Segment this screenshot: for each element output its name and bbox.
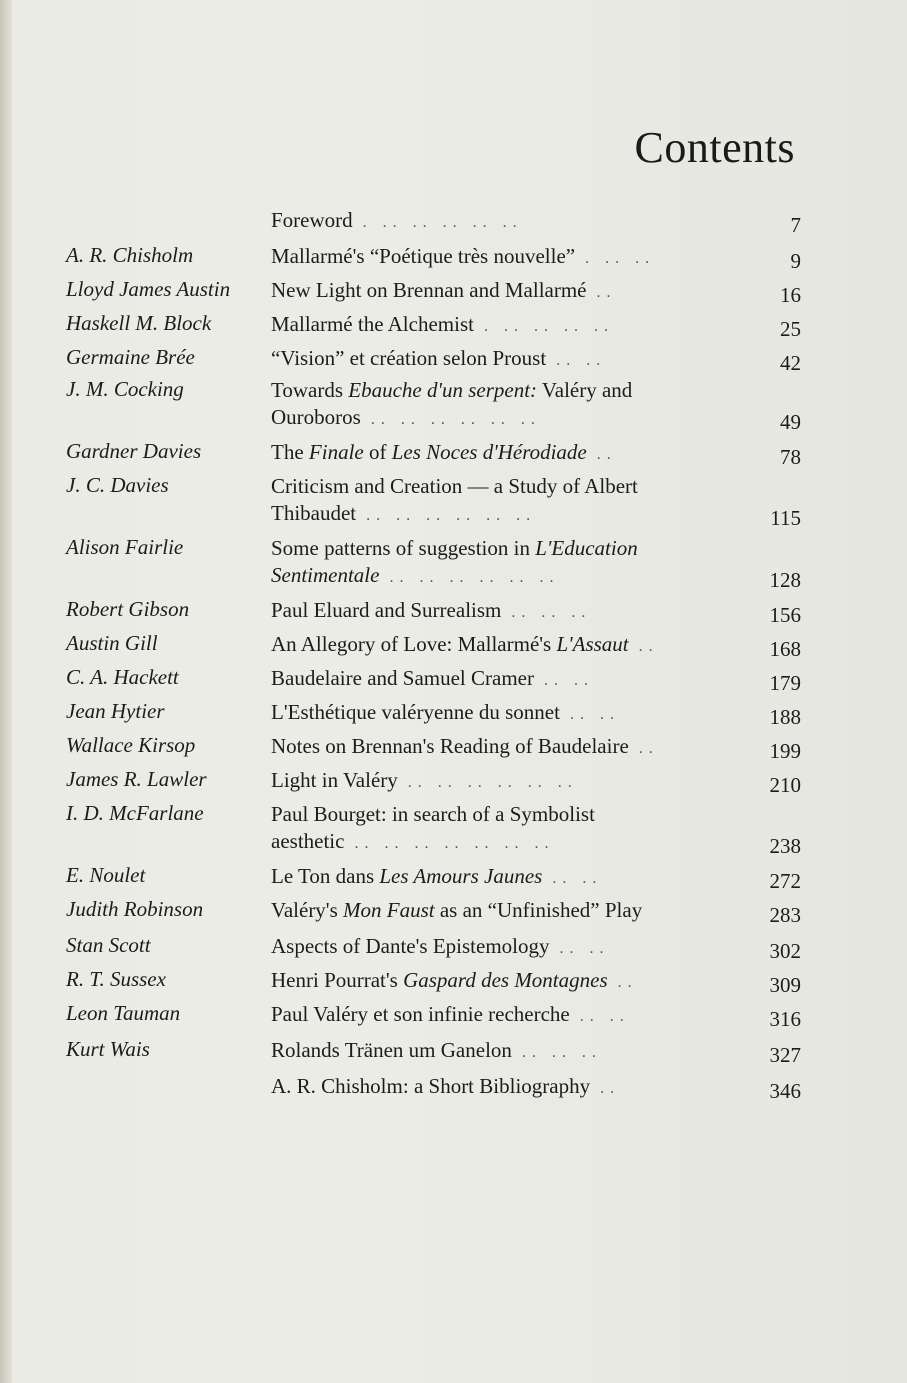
toc-author: I. D. McFarlane [66, 801, 204, 825]
leader-dots: .. .. .. .. .. .. [397, 774, 578, 791]
toc-title [271, 967, 734, 996]
toc-title [271, 631, 734, 660]
toc-title-text: Foreword [271, 208, 353, 232]
leader-dots: .. .. .. .. .. .. [379, 569, 560, 586]
leader-dots: .. .. .. .. .. .. [360, 411, 541, 428]
leader-dots: .. .. .. .. .. .. [356, 507, 537, 524]
toc-title-text: Aspects of Dante's Epistemology [271, 934, 550, 958]
toc-title-text: Mallarmé the Alchemist [271, 312, 474, 336]
toc-title-line [271, 562, 734, 591]
toc-title [271, 801, 734, 857]
toc-title-line [271, 967, 734, 996]
toc-title [271, 473, 734, 529]
toc-title-line [271, 404, 734, 433]
toc-title-text: Baudelaire and Samuel Cramer [271, 666, 534, 690]
toc-title-line [271, 828, 734, 857]
toc-title-text: Light in Valéry [271, 768, 398, 792]
leader-dots: .. [590, 1080, 621, 1097]
toc-title-text: “Vision” et création selon Proust [271, 346, 547, 370]
toc-title-line [271, 597, 734, 626]
toc-title-line [271, 277, 734, 306]
leader-dots: .. [586, 446, 617, 463]
toc-title-line [271, 311, 734, 340]
toc-page-number: 316 [769, 1007, 801, 1031]
toc-author: Germaine Brée [66, 345, 195, 369]
toc-title-text: Criticism and Creation — a Study of Albert [271, 474, 638, 498]
toc-page-number: 199 [769, 739, 801, 763]
leader-dots: .. .. .. [501, 604, 592, 621]
toc-title [271, 863, 734, 892]
toc-title [271, 243, 734, 272]
toc-title-line [271, 1073, 734, 1102]
toc-title-line [271, 897, 734, 924]
toc-title [271, 597, 734, 626]
toc-title [271, 933, 734, 962]
toc-title-line [271, 243, 734, 272]
toc-title [271, 665, 734, 694]
toc-title [271, 699, 734, 728]
toc-page-number: 7 [790, 213, 801, 237]
leader-dots: . .. .. [575, 250, 656, 267]
leader-dots: . .. .. .. .. .. [352, 214, 523, 231]
toc-page-number: 272 [769, 869, 801, 893]
toc-title [271, 535, 734, 591]
toc-title-line [271, 699, 734, 728]
toc-author: Stan Scott [66, 933, 151, 957]
toc-author: Robert Gibson [66, 597, 190, 621]
toc-title [271, 897, 734, 924]
toc-title-line [271, 733, 734, 762]
toc-title [271, 1001, 734, 1030]
leader-dots: .. [607, 974, 638, 991]
toc-title-text: Paul Eluard and Surrealism [271, 598, 502, 622]
toc-page-number: 210 [769, 773, 801, 797]
toc-page-number: 115 [770, 506, 801, 530]
toc-title [271, 377, 734, 433]
toc-author: Haskell M. Block [66, 311, 212, 335]
toc-title-line [271, 665, 734, 694]
toc-title [271, 207, 734, 236]
toc-title-line [271, 933, 734, 962]
toc-page-number: 188 [769, 705, 801, 729]
toc-title-line [271, 207, 734, 236]
leader-dots: .. .. .. [511, 1044, 602, 1061]
toc-page-number: 78 [780, 445, 801, 469]
toc-title-line [271, 345, 734, 374]
leader-dots: .. .. [546, 352, 607, 369]
toc-title [271, 1037, 734, 1066]
toc-title-line [271, 631, 734, 660]
toc-author: C. A. Hackett [66, 665, 179, 689]
leader-dots: .. .. [569, 1008, 630, 1025]
contents-heading: Contents [634, 123, 795, 172]
toc-author: Lloyd James Austin [66, 277, 231, 301]
toc-title-line [271, 473, 734, 500]
toc-title-text: Notes on Brennan's Reading of Baudelaire [271, 734, 629, 758]
leader-dots: .. .. [533, 672, 594, 689]
toc-page-number: 327 [769, 1043, 801, 1067]
toc-title-text: Towards Ebauche d'un serpent: Valéry and [271, 378, 633, 402]
toc-page-number: 49 [780, 410, 801, 434]
toc-page-number: 25 [780, 317, 801, 341]
toc-page-number: 302 [769, 939, 801, 963]
toc-title-line [271, 535, 734, 562]
toc-title-line [271, 1001, 734, 1030]
toc-author: R. T. Sussex [66, 967, 166, 991]
toc-author: E. Noulet [66, 863, 146, 887]
toc-title-text: Rolands Tränen um Ganelon [271, 1038, 512, 1062]
toc-title-text: An Allegory of Love: Mallarmé's L'Assaut [271, 632, 629, 656]
toc-page-number: 283 [769, 903, 801, 927]
toc-title-line [271, 801, 734, 828]
toc-title-text: Sentimentale [271, 563, 380, 587]
leader-dots: .. .. [549, 940, 610, 957]
toc-title [271, 439, 734, 468]
leader-dots: .. .. .. .. .. .. .. [344, 835, 555, 852]
toc-title-text: Thibaudet [271, 501, 357, 525]
toc-title-text: Paul Bourget: in search of a Symbolist [271, 802, 595, 826]
leader-dots: . .. .. .. .. [473, 318, 614, 335]
toc-title-line [271, 377, 734, 404]
toc-page-number: 9 [790, 249, 801, 273]
toc-title-text: New Light on Brennan and Mallarmé [271, 278, 587, 302]
toc-author: Jean Hytier [66, 699, 165, 723]
toc-author: Austin Gill [66, 631, 158, 655]
toc-author: A. R. Chisholm [66, 243, 194, 267]
toc-title [271, 345, 734, 374]
toc-title [271, 1073, 734, 1102]
toc-title-text: aesthetic [271, 829, 345, 853]
toc-page-number: 42 [780, 351, 801, 375]
toc-title-line [271, 767, 734, 796]
toc-author: Leon Tauman [66, 1001, 181, 1025]
toc-title-text: Le Ton dans Les Amours Jaunes [271, 864, 543, 888]
toc-title [271, 733, 734, 762]
toc-title-line [271, 1037, 734, 1066]
toc-page-number: 309 [769, 973, 801, 997]
toc-title-text: Ouroboros [271, 405, 361, 429]
toc-title-line [271, 439, 734, 468]
toc-title-text: Mallarmé's “Poétique très nouvelle” [271, 244, 576, 268]
toc-page-number: 238 [769, 834, 801, 858]
leader-dots: .. .. [542, 870, 603, 887]
leader-dots: .. [628, 740, 659, 757]
toc-title-text: Some patterns of suggestion in L'Education [271, 536, 638, 560]
toc-author: Kurt Wais [66, 1037, 150, 1061]
toc-title-text: Henri Pourrat's Gaspard des Montagnes [271, 968, 608, 992]
toc-author: Wallace Kirsop [66, 733, 196, 757]
toc-author: Gardner Davies [66, 439, 202, 463]
toc-author: Judith Robinson [66, 897, 204, 921]
toc-title-text: Valéry's Mon Faust as an “Unfinished” Play [271, 898, 643, 922]
toc-page-number: 346 [769, 1079, 801, 1103]
toc-page-number: 128 [769, 568, 801, 592]
toc-author: J. C. Davies [66, 473, 169, 497]
toc-page-number: 16 [780, 283, 801, 307]
toc-author: J. M. Cocking [66, 377, 184, 401]
toc-title-line [271, 863, 734, 892]
leader-dots: .. [586, 284, 617, 301]
toc-title-text: Paul Valéry et son infinie recherche [271, 1002, 570, 1026]
toc-title [271, 311, 734, 340]
toc-page-number: 179 [769, 671, 801, 695]
leader-dots: .. [628, 638, 659, 655]
toc-title-text: L'Esthétique valéryenne du sonnet [271, 700, 560, 724]
toc-title-text: A. R. Chisholm: a Short Bibliography [271, 1074, 591, 1098]
toc-title-text: The Finale of Les Noces d'Hérodiade [271, 440, 587, 464]
toc-title-line [271, 500, 734, 529]
toc-author: James R. Lawler [66, 767, 207, 791]
toc-title [271, 767, 734, 796]
leader-dots: .. .. [559, 706, 620, 723]
toc-page-number: 156 [769, 603, 801, 627]
toc-title [271, 277, 734, 306]
toc-author: Alison Fairlie [66, 535, 184, 559]
toc-page-number: 168 [769, 637, 801, 661]
